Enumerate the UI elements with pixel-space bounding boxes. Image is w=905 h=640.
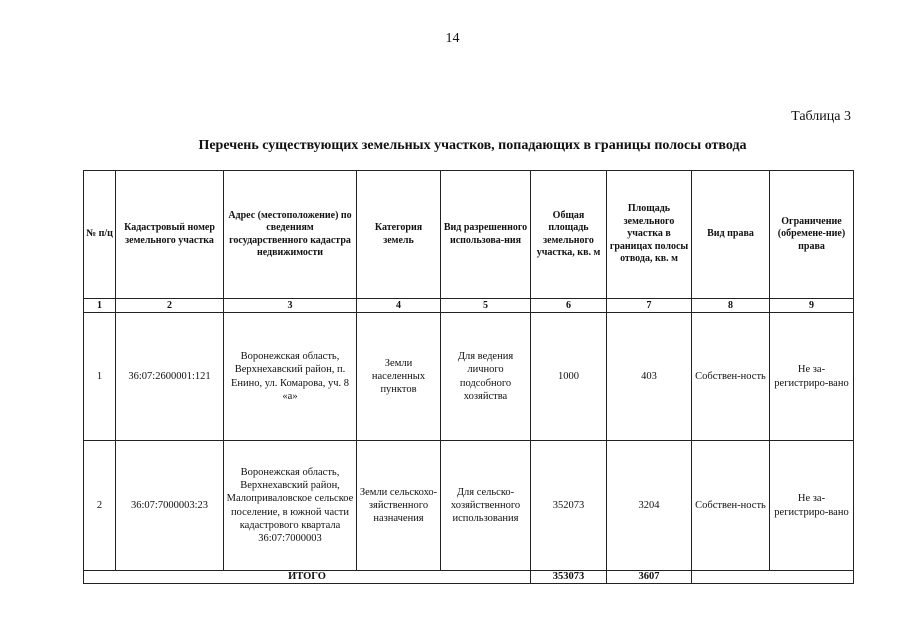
cell-cadastral: 36:07:2600001:121 (116, 313, 224, 441)
cell-cadastral: 36:07:7000003:23 (116, 441, 224, 571)
cell-restriction: Не за-регистриро-вано (770, 313, 854, 441)
table-caption: Таблица 3 (791, 109, 851, 124)
header-cadastral: Кадастровый номер земельного участка (116, 171, 224, 299)
cell-total-area: 1000 (531, 313, 607, 441)
column-number: 3 (224, 299, 357, 313)
cell-right: Собствен-ность (692, 313, 770, 441)
page-number: 14 (445, 31, 460, 46)
column-number: 7 (607, 299, 692, 313)
total-row (84, 571, 854, 584)
cell-right: Собствен-ность (692, 441, 770, 571)
column-number: 1 (84, 299, 116, 313)
cell-address: Воронежская область, Верхнехавский район, п. Енино, ул. Комарова, уч. 8 «а» (224, 313, 357, 441)
cell-num: 2 (84, 441, 116, 571)
cell-num: 1 (84, 313, 116, 441)
column-number: 6 (531, 299, 607, 313)
header-right: Вид права (692, 171, 770, 299)
column-number: 9 (770, 299, 854, 313)
table-header-row (84, 171, 854, 299)
column-number: 5 (441, 299, 531, 313)
column-number-row (84, 299, 854, 313)
document-title: Перечень существующих земельных участков, попадающих в границы полосы отвода (198, 138, 747, 153)
cell-category: Земли населенных пунктов (357, 313, 441, 441)
cell-total-area: 352073 (531, 441, 607, 571)
cell-restriction: Не за-регистриро-вано (770, 441, 854, 571)
header-strip-area: Площадь земельного участка в границах полосы отвода, кв. м (607, 171, 692, 299)
cell-category: Земли сельскохо-зяйственного назначения (357, 441, 441, 571)
column-number: 8 (692, 299, 770, 313)
cell-strip-area: 3204 (607, 441, 692, 571)
cell-address: Воронежская область, Верхнехавский район, Малоприваловское сельское поселение, в южной части кадастрового квартала 36:07:7000003 (224, 441, 357, 571)
total-area-sum: 353073 (531, 571, 607, 584)
header-total-area: Общая площадь земельного участка, кв. м (531, 171, 607, 299)
header-address: Адрес (местоположение) по сведениям государственного кадастра недвижимости (224, 171, 357, 299)
land-plots-table (83, 170, 854, 584)
total-empty-cell (692, 571, 854, 584)
cell-use: Для ведения личного подсобного хозяйства (441, 313, 531, 441)
header-use: Вид разрешенного использова-ния (441, 171, 531, 299)
cell-use: Для сельско-хозяйственного использования (441, 441, 531, 571)
strip-area-sum: 3607 (607, 571, 692, 584)
header-category: Категория земель (357, 171, 441, 299)
header-restriction: Ограничение (обремене-ние) права (770, 171, 854, 299)
cell-strip-area: 403 (607, 313, 692, 441)
table-row (84, 441, 854, 571)
column-number: 4 (357, 299, 441, 313)
header-num: № п/ц (84, 171, 116, 299)
total-label: ИТОГО (84, 571, 531, 584)
table-row (84, 313, 854, 441)
column-number: 2 (116, 299, 224, 313)
